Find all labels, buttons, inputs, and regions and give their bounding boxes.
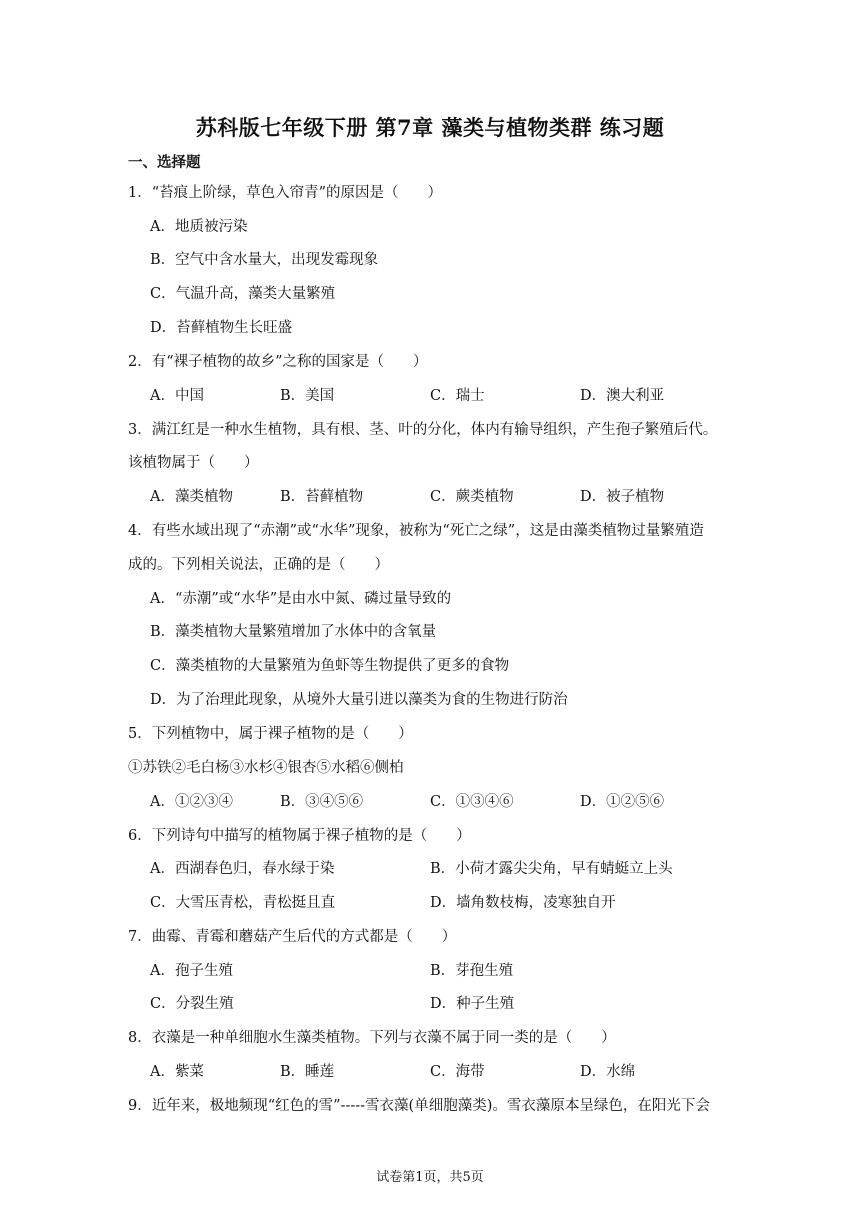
question-6-option-a: A．西湖春色归，春水绿于染 (150, 861, 335, 877)
question-3-stem-line2: 该植物属于（ ） (128, 455, 259, 471)
question-5-option-b: B．③④⑤⑥ (280, 794, 364, 810)
question-7-option-c: C．分裂生殖 (150, 996, 234, 1012)
question-4-option-b: B．藻类植物大量繁殖增加了水体中的含氧量 (150, 624, 437, 640)
question-5-option-d: D．①②⑤⑥ (580, 794, 665, 810)
question-1-option-b: B．空气中含水量大，出现发霉现象 (150, 252, 379, 268)
question-2-option-b: B．美国 (280, 388, 335, 404)
question-9-stem: 9．近年来，极地频现“红色的雪”-----雪衣藻(单细胞藻类)。雪衣藻原本呈绿色，在阳光下会 (128, 1098, 710, 1114)
question-5-option-a: A．①②③④ (150, 794, 233, 810)
question-7-option-b: B．芽孢生殖 (430, 963, 514, 979)
question-1-stem: 1．“苔痕上阶绿，草色入帘青”的原因是（ ） (128, 185, 443, 201)
question-2-option-c: C．瑞士 (430, 388, 485, 404)
question-8-option-c: C．海带 (430, 1064, 485, 1080)
question-3-option-b: B．苔藓植物 (280, 489, 364, 505)
question-3-option-d: D．被子植物 (580, 489, 665, 505)
section-heading: 一、选择题 (128, 154, 201, 171)
question-4-option-c: C．藻类植物的大量繁殖为鱼虾等生物提供了更多的食物 (150, 658, 510, 674)
question-3-option-c: C．蕨类植物 (430, 489, 514, 505)
question-6-option-c: C．大雪压青松，青松挺且直 (150, 895, 336, 911)
question-2-option-a: A．中国 (150, 388, 204, 404)
question-3-option-a: A．藻类植物 (150, 489, 233, 505)
question-8-option-d: D．水绵 (580, 1064, 636, 1080)
page-title: 苏科版七年级下册 第7章 藻类与植物类群 练习题 (195, 115, 665, 140)
question-6-option-b: B．小荷才露尖尖角，早有蜻蜓立上头 (430, 861, 673, 877)
question-1-option-a: A．地质被污染 (150, 219, 248, 235)
question-4-stem-line1: 4．有些水域出现了“赤潮”或“水华”现象，被称为“死亡之绿”，这是由藻类植物过量繁殖造 (128, 523, 704, 539)
page-footer: 试卷第1页，共5页 (376, 1170, 484, 1185)
question-7-option-d: D．种子生殖 (430, 996, 515, 1012)
question-6-option-d: D．墙角数枝梅，凌寒独自开 (430, 895, 616, 911)
question-5-option-c: C．①③④⑥ (430, 794, 514, 810)
question-6-stem: 6．下列诗句中描写的植物属于裸子植物的是（ ） (128, 828, 471, 844)
question-8-stem: 8．衣藻是一种单细胞水生藻类植物。下列与衣藻不属于同一类的是（ ） (128, 1030, 616, 1046)
question-2-stem: 2．有“裸子植物的故乡”之称的国家是（ ） (128, 354, 428, 370)
question-1-option-c: C．气温升高，藻类大量繁殖 (150, 286, 336, 302)
question-4-option-a: A．“赤潮”或“水华”是由水中氮、磷过量导致的 (150, 591, 452, 607)
question-8-option-b: B．睡莲 (280, 1064, 335, 1080)
question-5-stem: 5．下列植物中，属于裸子植物的是（ ） (128, 726, 413, 742)
question-8-option-a: A．紫菜 (150, 1064, 204, 1080)
question-5-plant-list: ①苏铁②毛白杨③水杉④银杏⑤水稻⑥侧柏 (128, 760, 404, 776)
question-3-stem-line1: 3．满江红是一种水生植物，具有根、茎、叶的分化，体内有输导组织，产生孢子繁殖后代。 (128, 422, 718, 438)
question-4-stem-line2: 成的。下列相关说法，正确的是（ ） (128, 557, 389, 573)
question-7-stem: 7．曲霉、青霉和蘑菇产生后代的方式都是（ ） (128, 929, 457, 945)
question-4-option-d: D．为了治理此现象，从境外大量引进以藻类为食的生物进行防治 (150, 692, 568, 708)
question-7-option-a: A．孢子生殖 (150, 963, 233, 979)
question-2-option-d: D．澳大利亚 (580, 388, 665, 404)
question-1-option-d: D．苔藓植物生长旺盛 (150, 320, 293, 336)
